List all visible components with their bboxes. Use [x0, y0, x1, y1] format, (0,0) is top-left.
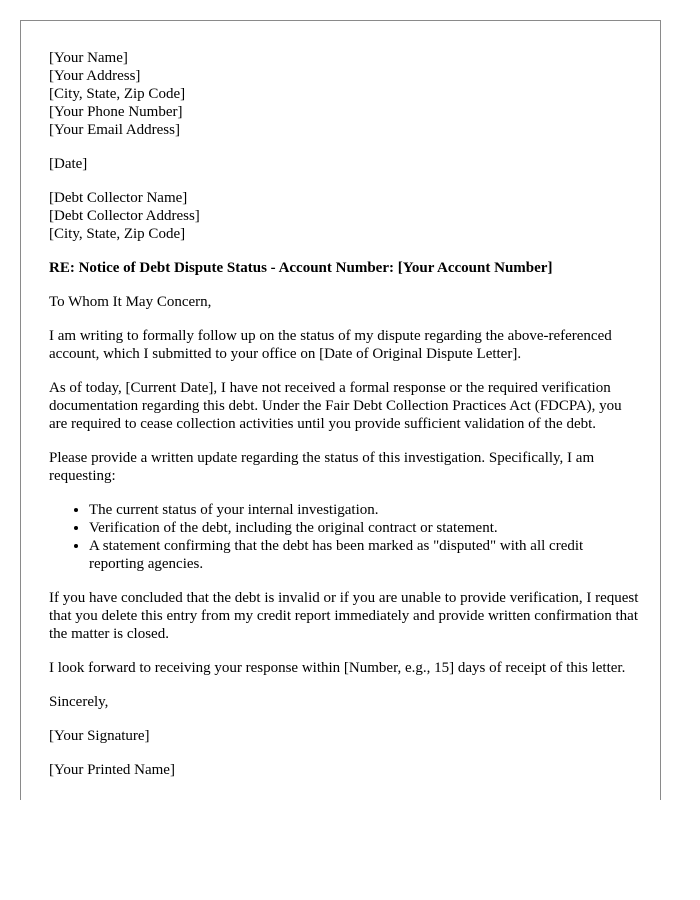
list-item: • A statement confirming that the debt has been marked as "disputed" with all credit reporting agencies.: [89, 537, 639, 573]
letter-page: [20, 20, 661, 800]
list-item: • Verification of the debt, including the original contract or statement.: [89, 519, 639, 537]
sender-name: [Your Name]: [49, 50, 128, 66]
recipient-name: [Debt Collector Name]: [49, 190, 188, 206]
paragraph-status: As of today, [Current Date], I have not received a formal response or the required verification documentation regarding this debt. Under the Fair Debt Collection Practices Act (FDCPA), you are required to cease collection activities until you provide sufficient validation of the debt.: [49, 380, 622, 432]
signature: [Your Signature]: [49, 728, 150, 744]
sender-city: [City, State, Zip Code]: [49, 86, 186, 102]
recipient-address: [49, 189, 639, 243]
sender-address: [49, 49, 639, 139]
sender-email: [Your Email Address]: [49, 122, 180, 138]
salutation: To Whom It May Concern,: [49, 294, 212, 310]
sender-street: [Your Address]: [49, 68, 141, 84]
subject-line: RE: Notice of Debt Dispute Status - Account Number: [Your Account Number]: [49, 260, 553, 276]
paragraph-request: Please provide a written update regarding the status of this investigation. Specifically, I am requesting:: [49, 450, 595, 484]
signoff: Sincerely,: [49, 694, 109, 710]
sender-phone: [Your Phone Number]: [49, 104, 183, 120]
paragraph-deletion: If you have concluded that the debt is invalid or if you are unable to provide verification, I request that you delete this entry from my credit report immediately and provide written confirmation that the matter is closed.: [49, 590, 639, 642]
letter-date: [49, 155, 639, 173]
request-list: [49, 501, 639, 573]
letter-content: [49, 49, 639, 795]
paragraph-intro: I am writing to formally follow up on the status of my dispute regarding the above-referenced account, which I submitted to your office on [Date of Original Dispute Letter].: [49, 328, 612, 362]
recipient-city: [City, State, Zip Code]: [49, 226, 186, 242]
list-item: • The current status of your internal investigation.: [89, 501, 639, 519]
paragraph-response: I look forward to receiving your response within [Number, e.g., 15] days of receipt of this letter.: [49, 660, 626, 676]
date-text: [Date]: [49, 156, 88, 172]
printed-name: [Your Printed Name]: [49, 762, 175, 778]
recipient-street: [Debt Collector Address]: [49, 208, 200, 224]
